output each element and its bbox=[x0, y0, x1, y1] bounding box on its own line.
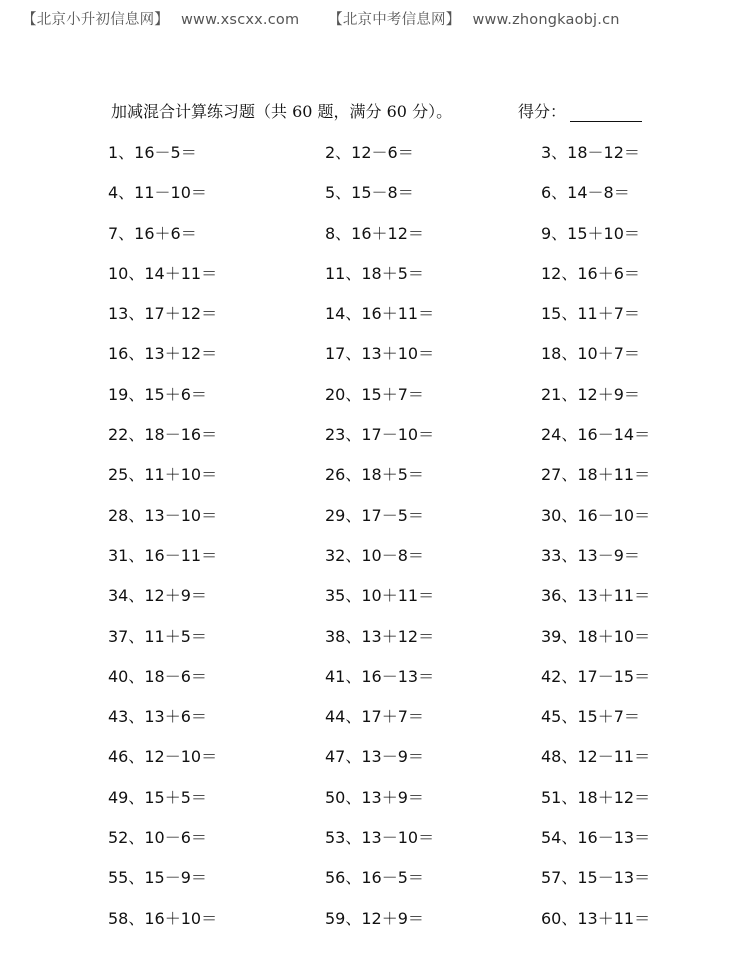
score-label: 得分： bbox=[518, 102, 567, 121]
problem-item: 47、13－9＝ bbox=[325, 747, 424, 767]
problem-item: 30、16－10＝ bbox=[541, 505, 651, 525]
problem-item: 49、15＋5＝ bbox=[108, 787, 207, 807]
problem-row bbox=[0, 624, 755, 664]
problem-item: 44、17＋7＝ bbox=[325, 707, 424, 727]
problem-item: 31、16－11＝ bbox=[108, 545, 218, 565]
problem-row bbox=[0, 664, 755, 704]
problem-item: 33、13－9＝ bbox=[541, 545, 640, 565]
problem-row bbox=[0, 422, 755, 462]
problem-item: 24、16－14＝ bbox=[541, 425, 651, 445]
problem-item: 27、18＋11＝ bbox=[541, 465, 651, 485]
problem-row bbox=[0, 825, 755, 865]
problem-row bbox=[0, 906, 755, 946]
problem-item: 29、17－5＝ bbox=[325, 505, 424, 525]
problem-item: 23、17－10＝ bbox=[325, 425, 435, 445]
problem-row bbox=[0, 744, 755, 784]
worksheet-title: 加减混合计算练习题（共 60 题，满分 60 分）。 bbox=[111, 102, 453, 121]
problem-row bbox=[0, 341, 755, 381]
problem-item: 12、16＋6＝ bbox=[541, 263, 640, 283]
problem-item: 25、11＋10＝ bbox=[108, 465, 218, 485]
site2-name: 【北京中考信息网】 bbox=[328, 12, 461, 28]
problem-item: 28、13－10＝ bbox=[108, 505, 218, 525]
site2-url[interactable]: www.zhongkaobj.cn bbox=[472, 12, 620, 28]
problem-row bbox=[0, 261, 755, 301]
problem-item: 13、17＋12＝ bbox=[108, 304, 218, 324]
site1-name: 【北京小升初信息网】 bbox=[22, 12, 169, 28]
problem-item: 54、16－13＝ bbox=[541, 828, 651, 848]
problem-item: 8、16＋12＝ bbox=[325, 223, 424, 243]
problem-item: 40、18－6＝ bbox=[108, 666, 207, 686]
problem-item: 5、15－8＝ bbox=[325, 183, 414, 203]
problem-item: 45、15＋7＝ bbox=[541, 707, 640, 727]
problem-row bbox=[0, 180, 755, 220]
problem-item: 10、14＋11＝ bbox=[108, 263, 218, 283]
problem-item: 57、15－13＝ bbox=[541, 868, 651, 888]
problem-item: 14、16＋11＝ bbox=[325, 304, 435, 324]
problem-row bbox=[0, 785, 755, 825]
problem-item: 26、18＋5＝ bbox=[325, 465, 424, 485]
site-header bbox=[22, 8, 632, 29]
problem-item: 59、12＋9＝ bbox=[325, 908, 424, 928]
problem-item: 56、16－5＝ bbox=[325, 868, 424, 888]
problem-item: 36、13＋11＝ bbox=[541, 586, 651, 606]
problem-item: 53、13－10＝ bbox=[325, 828, 435, 848]
problem-item: 6、14－8＝ bbox=[541, 183, 630, 203]
problem-item: 7、16＋6＝ bbox=[108, 223, 197, 243]
problem-item: 50、13＋9＝ bbox=[325, 787, 424, 807]
problem-item: 52、10－6＝ bbox=[108, 828, 207, 848]
problem-row bbox=[0, 704, 755, 744]
problem-item: 48、12－11＝ bbox=[541, 747, 651, 767]
problem-item: 21、12＋9＝ bbox=[541, 384, 640, 404]
problem-item: 22、18－16＝ bbox=[108, 425, 218, 445]
problem-item: 1、16－5＝ bbox=[108, 143, 197, 162]
problem-row bbox=[0, 382, 755, 422]
problem-row bbox=[0, 140, 755, 180]
problem-item: 3、18－12＝ bbox=[541, 143, 640, 162]
problem-item: 35、10＋11＝ bbox=[325, 586, 435, 606]
problem-item: 55、15－9＝ bbox=[108, 868, 207, 888]
problem-item: 20、15＋7＝ bbox=[325, 384, 424, 404]
problem-row bbox=[0, 462, 755, 502]
problem-item: 46、12－10＝ bbox=[108, 747, 218, 767]
problem-item: 58、16＋10＝ bbox=[108, 908, 218, 928]
problem-item: 38、13＋12＝ bbox=[325, 626, 435, 646]
problem-item: 17、13＋10＝ bbox=[325, 344, 435, 364]
problem-row bbox=[0, 301, 755, 341]
problem-row bbox=[0, 583, 755, 623]
problem-row bbox=[0, 865, 755, 905]
problem-item: 41、16－13＝ bbox=[325, 666, 435, 686]
score-blank-line[interactable] bbox=[570, 103, 642, 122]
problem-item: 16、13＋12＝ bbox=[108, 344, 218, 364]
score-field bbox=[518, 99, 642, 122]
problem-item: 39、18＋10＝ bbox=[541, 626, 651, 646]
problem-row bbox=[0, 543, 755, 583]
problem-row bbox=[0, 503, 755, 543]
problem-item: 9、15＋10＝ bbox=[541, 223, 640, 243]
problem-row bbox=[0, 221, 755, 261]
problem-item: 4、11－10＝ bbox=[108, 183, 207, 203]
problem-item: 32、10－8＝ bbox=[325, 545, 424, 565]
problem-item: 43、13＋6＝ bbox=[108, 707, 207, 727]
problem-item: 11、18＋5＝ bbox=[325, 263, 424, 283]
problem-item: 18、10＋7＝ bbox=[541, 344, 640, 364]
problem-item: 37、11＋5＝ bbox=[108, 626, 207, 646]
problem-item: 34、12＋9＝ bbox=[108, 586, 207, 606]
problem-item: 51、18＋12＝ bbox=[541, 787, 651, 807]
problem-grid bbox=[0, 140, 755, 946]
problem-item: 15、11＋7＝ bbox=[541, 304, 640, 324]
site1-url[interactable]: www.xscxx.com bbox=[181, 12, 300, 28]
problem-item: 60、13＋11＝ bbox=[541, 908, 651, 928]
problem-item: 19、15＋6＝ bbox=[108, 384, 207, 404]
problem-item: 2、12－6＝ bbox=[325, 143, 414, 162]
problem-item: 42、17－15＝ bbox=[541, 666, 651, 686]
